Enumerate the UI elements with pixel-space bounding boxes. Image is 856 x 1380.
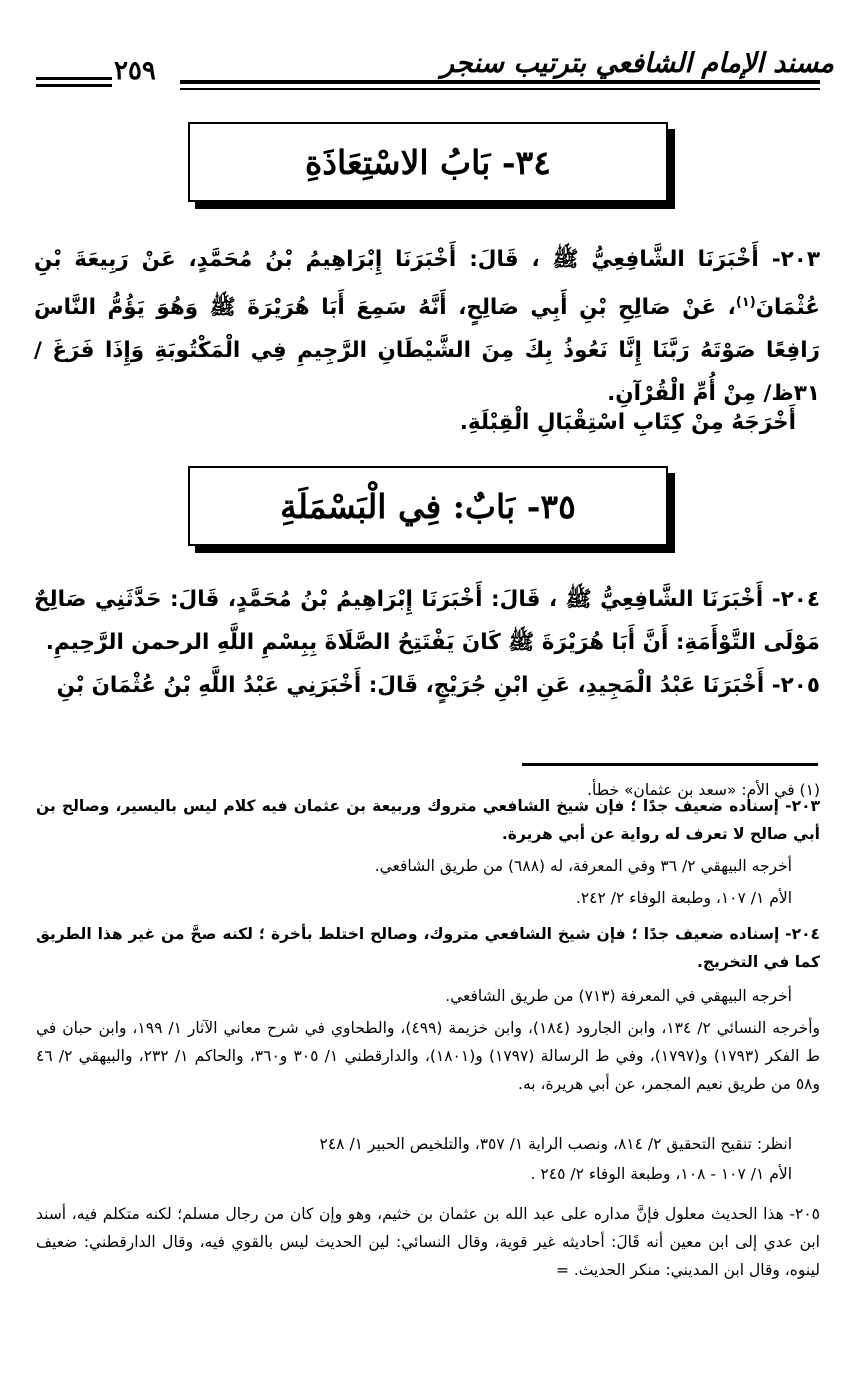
hadith-text: ، عَنْ صَالِحِ بْنِ أَبِي صَالِحٍ، أَنَّهُ سَمِعَ أَبَا هُرَيْرَةَ ﷺ وَهُوَ يَؤُمُّ النَّاسَ رَافِعًا صَوْتَهُ رَبَّنَا إِنَّا نَعُوذُ بِكَ مِنَ الشَّيْطَانِ الرَّجِيمِ فِي الْمَكْتُوبَةِ وَإِذَا فَرَغَ /٣١ظ/ مِنْ أُمِّ الْقُرْآنِ. — [34, 295, 820, 407]
footnote-grading: ٢٠٣- إسناده ضعيف جدًا ؛ فإن شيخ الشافعي متروك وربيعة بن عثمان فيه كلام ليس باليسير، وصالح بن أبي صالح لا تعرف له رواية عن أبي هريرة. — [36, 797, 820, 843]
footnote-grading: ٢٠٤- إسناده ضعيف جدًا ؛ فإن شيخ الشافعي متروك، وصالح اختلط بأخرة ؛ لكنه صحَّ من غير هذا الطريق كما في التخريج. — [36, 925, 820, 971]
hadith-paragraph — [34, 238, 820, 415]
source-note: أَخْرَجَهُ مِنْ كِتَابِ اسْتِقْبَالِ الْقِبْلَةِ. — [459, 410, 796, 435]
chapter-heading: ٣٥- بَابٌ: فِي الْبَسْمَلَةِ — [280, 486, 576, 526]
hadith-paragraph: ٢٠٤- أَخْبَرَنَا الشَّافِعِيُّ ﷺ ، قَالَ: أَخْبَرَنَا إِبْرَاهِيمُ بْنُ مُحَمَّدٍ، قَالَ: حَدَّثَنِي صَالِحٌ مَوْلَى التَّوْأَمَةِ: أَنَّ أَبَا هُرَيْرَةَ ﷺ كَانَ يَفْتَتِحُ الصَّلَاةَ بِبِسْمِ اللَّهِ الرحمن الرَّحِيمِ. — [34, 587, 820, 655]
footnote: أخرجه البيهقي في المعرفة (٧١٣) من طريق الشافعي. — [445, 987, 792, 1005]
footnote-reference: (١) — [735, 295, 756, 310]
footnote: ٢٠٥- هذا الحديث معلول فإنَّ مداره على عبد الله بن عثمان بن خثيم، وهو وإن كان من رجال مسلم؛ لكنه متكلم فيه، أسند ابن عدي إلى ابن معين أنه قَالَ: أحاديثه غير قوية، وقال النسائي: لين الحديث ليس بالقوي فيه، وقال الدارقطني: ضعيف لينوه، وقال ابن المديني: منكر الحديث. = — [36, 1205, 820, 1279]
footnote: أخرجه البيهقي ٢/ ٣٦ وفي المعرفة، له (٦٨٨) من طريق الشافعي. — [374, 857, 792, 875]
footnote-separator — [522, 763, 818, 766]
header-rule-left-bottom — [36, 84, 112, 87]
running-header-title: مسند الإمام الشافعي بترتيب سنجر — [440, 48, 834, 79]
footnote: انظر: تنقيح التحقيق ٢/ ٨١٤، ونصب الراية ١/ ٣٥٧، والتلخيص الحبير ١/ ٢٤٨ — [319, 1135, 792, 1153]
footnote: وأخرجه النسائي ٢/ ١٣٤، وابن الجارود (١٨٤)، وابن خزيمة (٤٩٩)، والطحاوي في شرح معاني الآثار ١/ ١٩٩، وابن حبان في ط الفكر (١٧٩٣) و(١٧٩٧)، وفي ط الرسالة (١٧٩٧) و(١٨٠١)، والدارقطني ١/ ٣٠٥ و٣٦٠، والحاكم ١/ ٢٣٢، والبيهقي ٢/ ٤٦ و٥٨ من طريق نعيم المجمر، عن أبي هريرة، به. — [36, 1019, 821, 1093]
header-rule-main-bottom — [180, 88, 820, 90]
hadith-paragraph: ٢٠٥- أَخْبَرَنَا عَبْدُ الْمَجِيدِ، عَنِ ابْنِ جُرَيْجٍ، قَالَ: أَخْبَرَنِي عَبْدُ اللَّهِ بْنُ عُثْمَانَ بْنِ — [56, 673, 820, 698]
header-rule-left-top — [36, 77, 112, 80]
page-number: ٢٥٩ — [114, 56, 156, 86]
chapter-heading-box — [188, 466, 668, 546]
chapter-heading-box — [188, 122, 668, 202]
chapter-heading: ٣٤- بَابُ الاسْتِعَاذَةِ — [305, 142, 551, 182]
header-rule-main-top — [180, 80, 820, 84]
footnote: (١) في الأم: «سعد بن عثمان» خطأ. — [587, 781, 820, 799]
footnote: الأم ١/ ١٠٧، وطبعة الوفاء ٢/ ٢٤٢. — [575, 889, 792, 907]
hadith-text: ٢٠٣- أَخْبَرَنَا الشَّافِعِيُّ ﷺ ، قَالَ: أَخْبَرَنَا إِبْرَاهِيمُ بْنُ مُحَمَّدٍ، عَنْ رَبِيعَةَ بْنِ عُثْمَانَ — [34, 247, 820, 321]
footnote: الأم ١/ ١٠٧ - ١٠٨، وطبعة الوفاء ٢/ ٢٤٥ . — [530, 1165, 792, 1183]
